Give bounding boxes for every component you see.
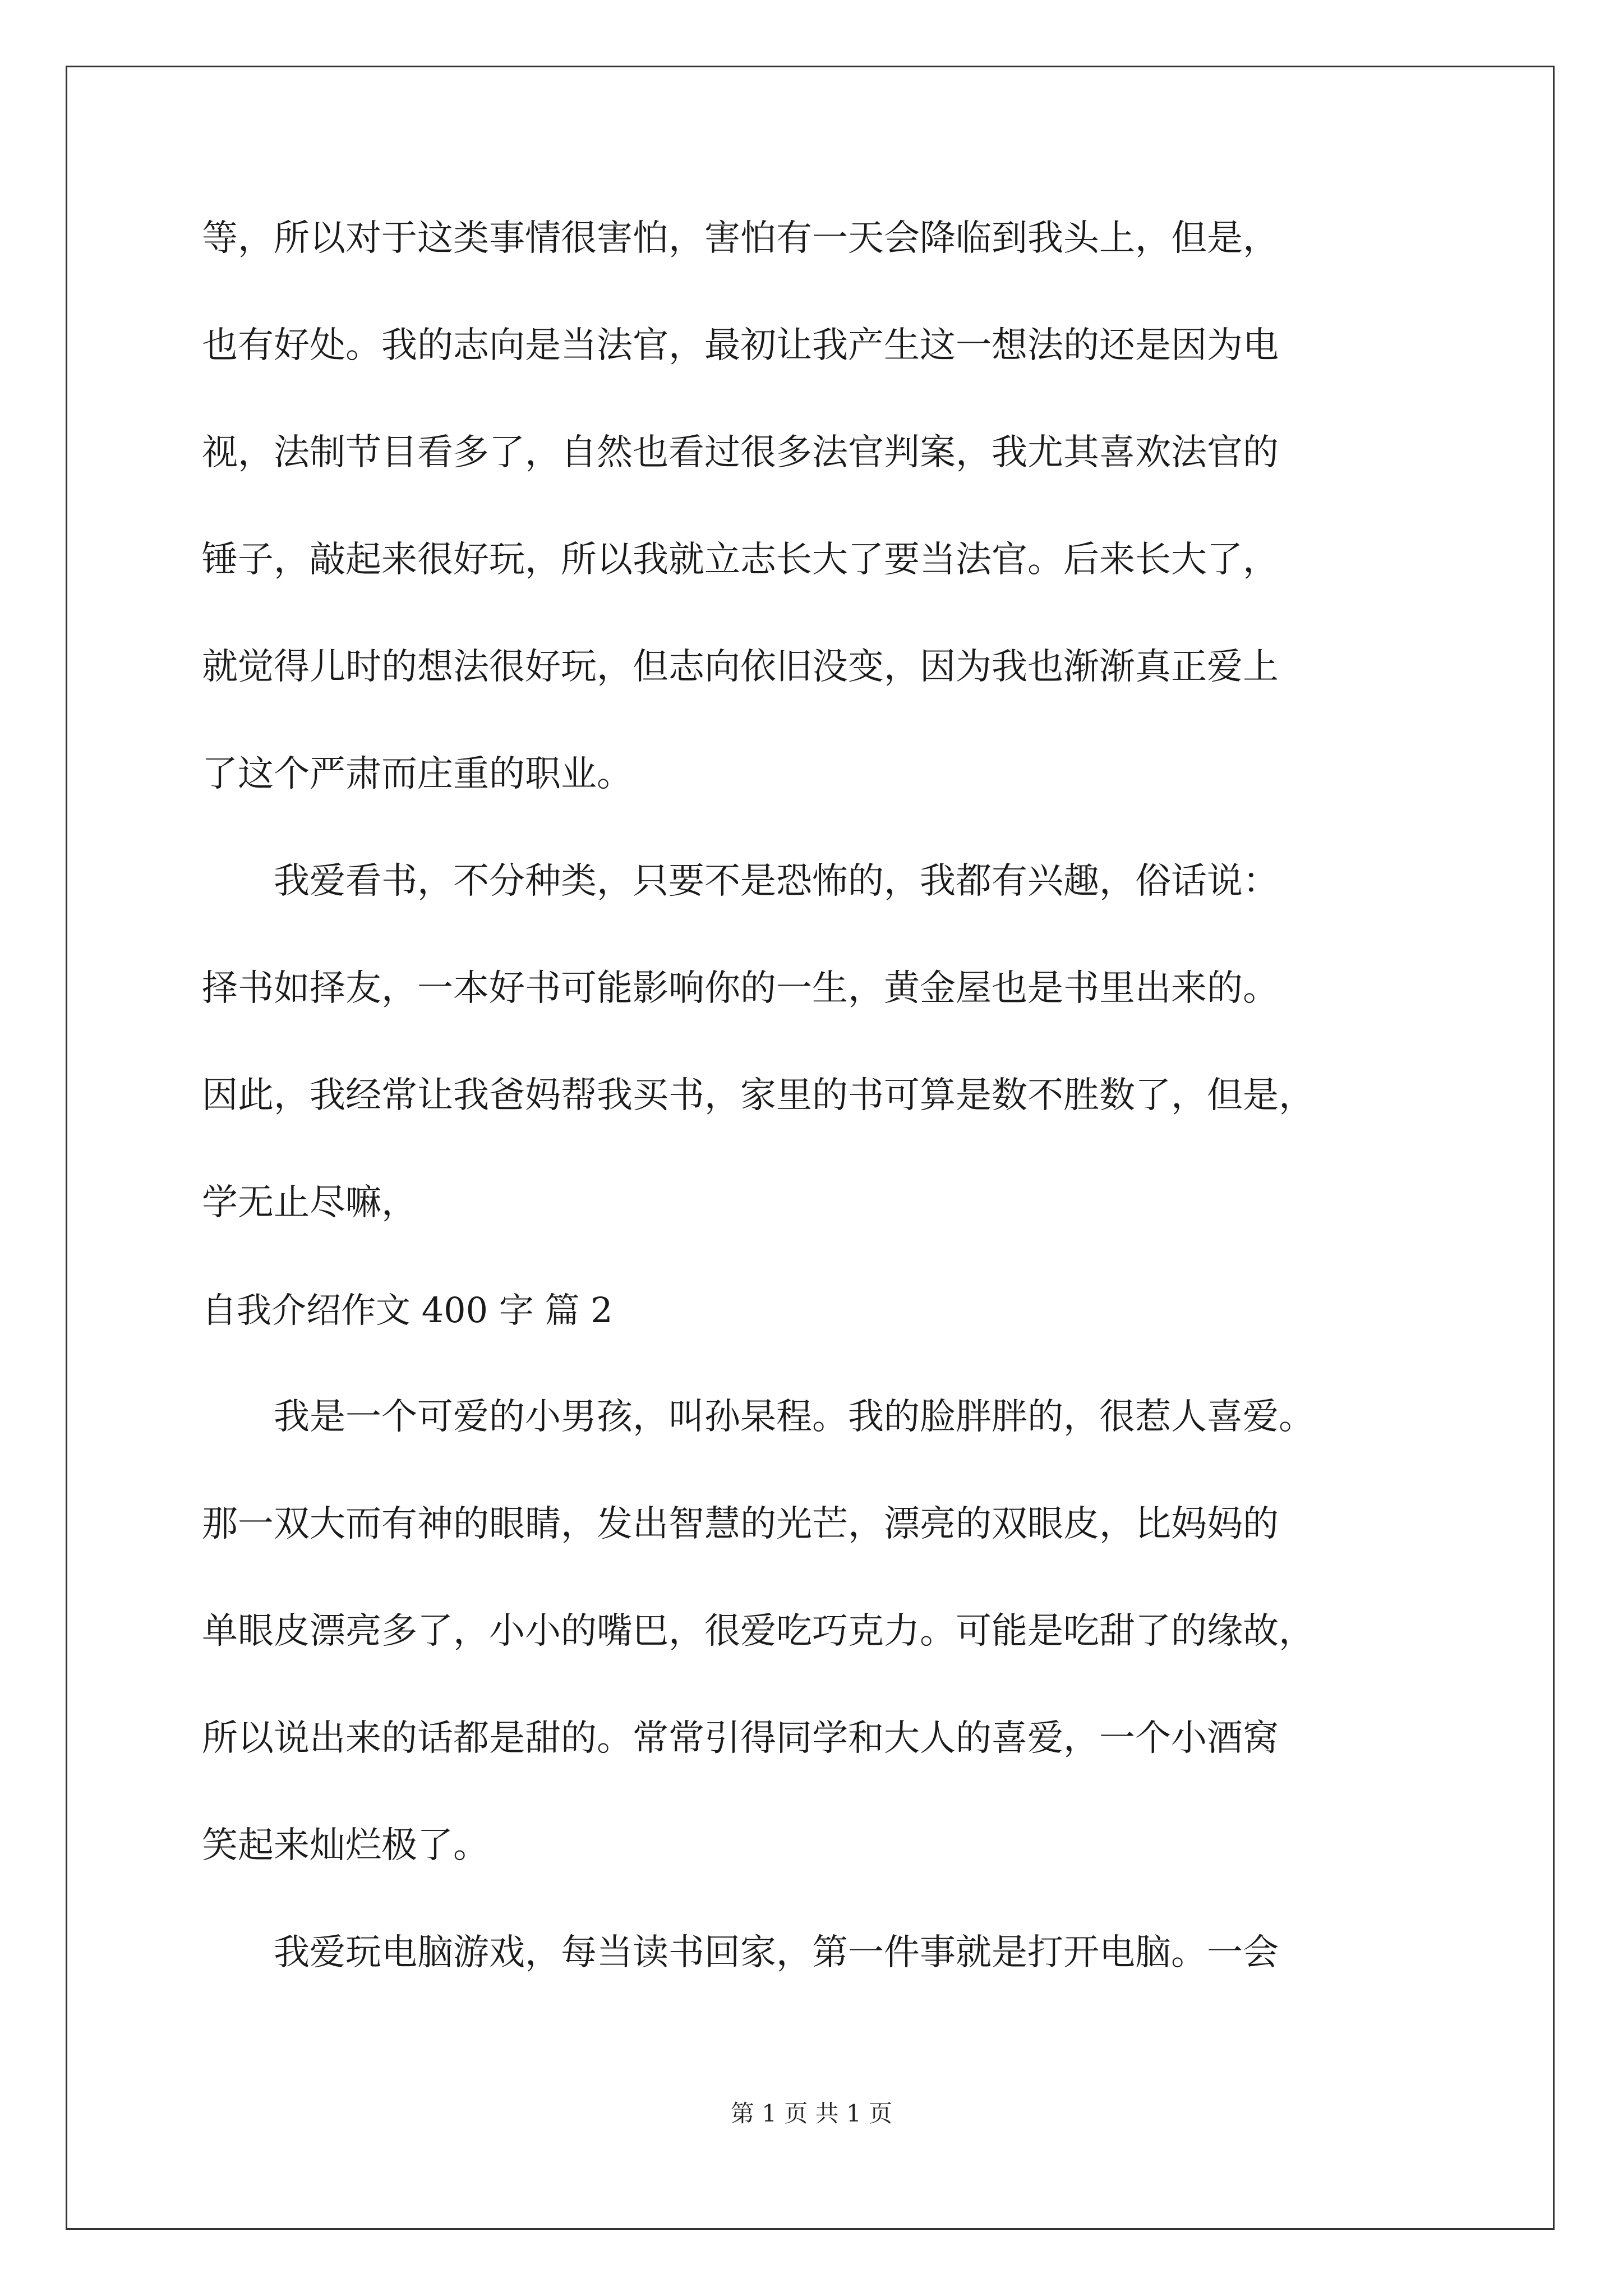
text-line: 因此，我经常让我爸妈帮我买书，家里的书可算是数不胜数了，但是， — [202, 1075, 1315, 1116]
text-line: 那一双大而有神的眼睛，发出智慧的光芒，漂亮的双眼皮，比妈妈的 — [202, 1503, 1279, 1545]
text-line: 也有好处。我的志向是当法官，最初让我产生这一想法的还是因为电 — [202, 325, 1279, 366]
page-number-footer: 第 1 页 共 1 页 — [730, 2100, 893, 2127]
text-line: 了这个严肃而庄重的职业。 — [202, 753, 633, 795]
text-line: 等，所以对于这类事情很害怕，害怕有一天会降临到我头上，但是， — [202, 218, 1279, 259]
text-line: 锤子，敲起来很好玩，所以我就立志长大了要当法官。后来长大了， — [202, 539, 1279, 581]
text-line: 笑起来灿烂极了。 — [202, 1825, 489, 1866]
text-line: 视，法制节目看多了，自然也看过很多法官判案，我尤其喜欢法官的 — [202, 432, 1279, 473]
text-line: 择书如择友，一本好书可能影响你的一生，黄金屋也是书里出来的。 — [202, 968, 1279, 1009]
document-body — [202, 185, 1436, 2007]
text-line: 单眼皮漂亮多了，小小的嘴巴，很爱吃巧克力。可能是吃甜了的缘故， — [202, 1611, 1315, 1652]
paragraph-start-line: 我爱看书，不分种类，只要不是恐怖的，我都有兴趣，俗话说： — [274, 861, 1279, 902]
paragraph-start-line: 我是一个可爱的小男孩，叫孙杲程。我的脸胖胖的，很惹人喜爱。 — [274, 1396, 1315, 1438]
section-heading: 自我介绍作文 400 字 篇 2 — [202, 1290, 613, 1331]
paragraph-start-line: 我爱玩电脑游戏，每当读书回家，第一件事就是打开电脑。一会 — [274, 1932, 1279, 1973]
text-line: 学无止尽嘛， — [202, 1182, 417, 1223]
text-line: 所以说出来的话都是甜的。常常引得同学和大人的喜爱，一个小酒窝 — [202, 1718, 1279, 1759]
text-line: 就觉得儿时的想法很好玩，但志向依旧没变，因为我也渐渐真正爱上 — [202, 646, 1279, 688]
